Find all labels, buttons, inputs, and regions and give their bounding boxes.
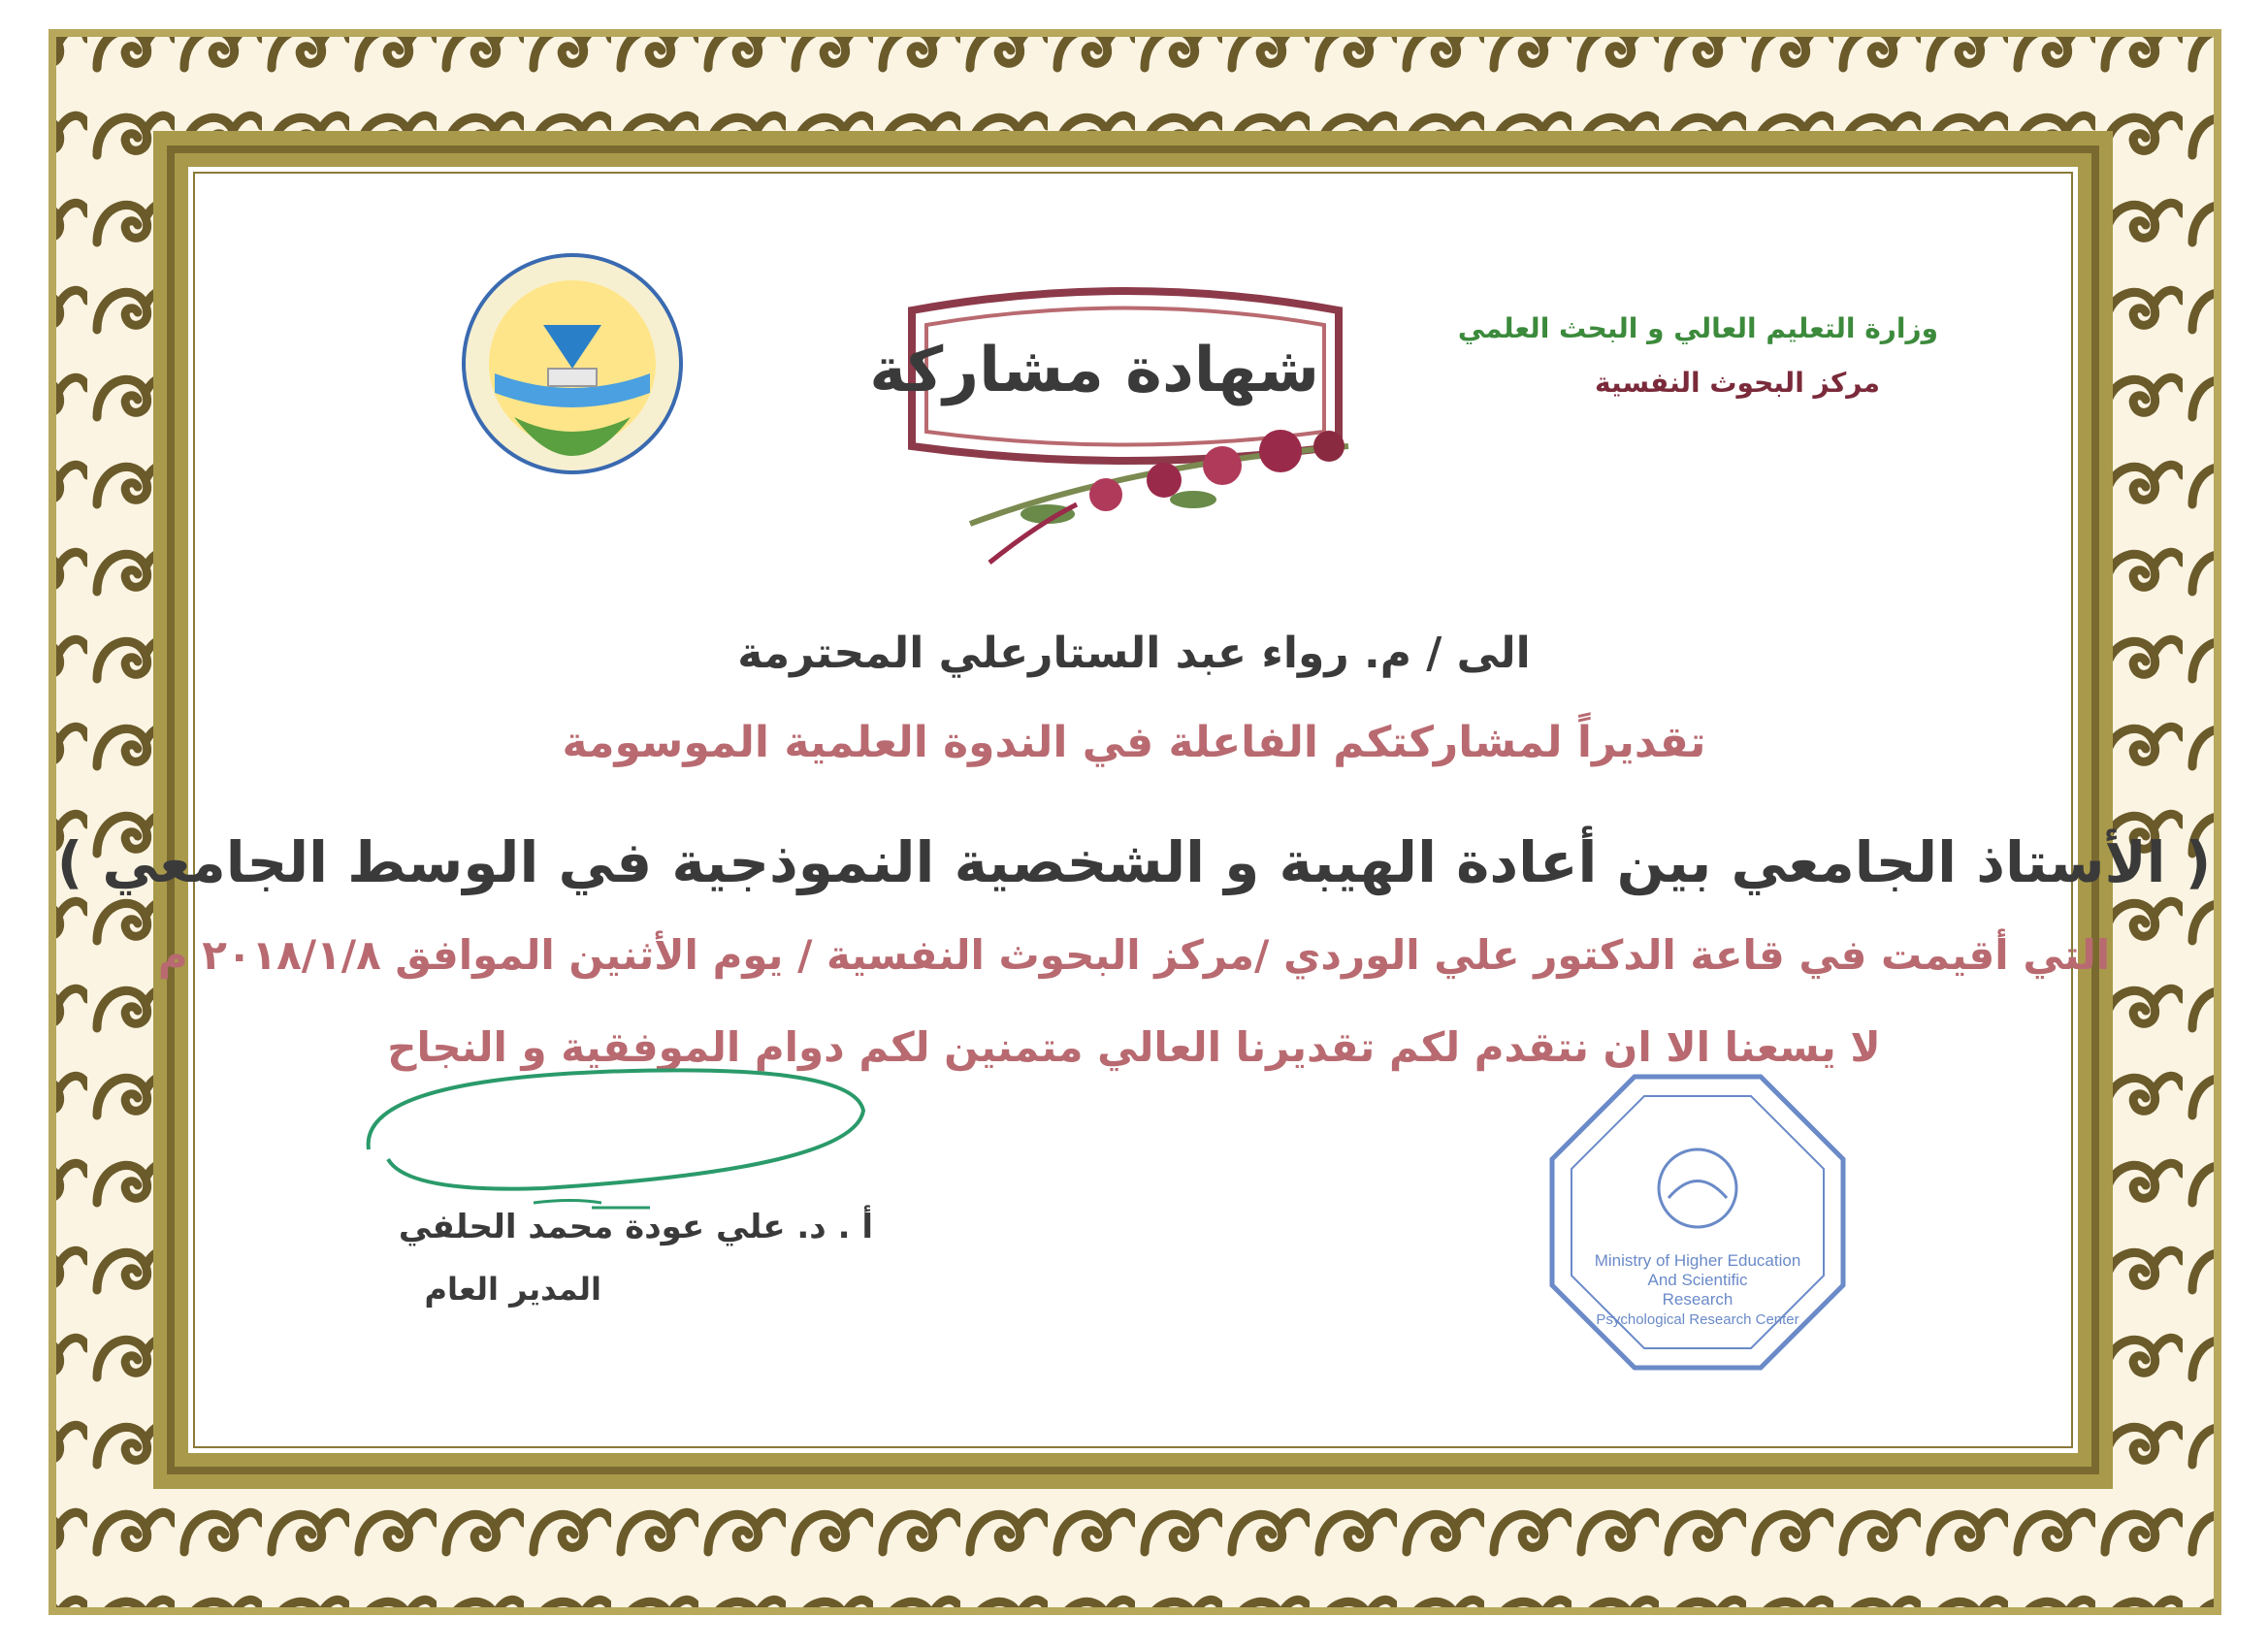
certificate-title: شهادة مشاركة — [869, 335, 1319, 406]
recipient-line: الى / م. رواء عبد الستارعلي المحترمة — [737, 629, 1531, 678]
official-stamp-icon — [1542, 1067, 1853, 1377]
signature-icon — [349, 1043, 892, 1217]
signer-name: أ . د. علي عودة محمد الحلفي — [398, 1208, 873, 1246]
rose-decoration — [931, 407, 1377, 582]
stamp-en-line-3: Research — [1662, 1290, 1733, 1309]
ministry-logo-icon — [456, 247, 689, 480]
center-name: مركز البحوث النفسية — [1595, 367, 1880, 399]
venue-line: التي أقيمت في قاعة الدكتور علي الوردي /مركز البحوث النفسية / يوم الأثنين الموافق ٢٠١٨/١/٨ م — [157, 931, 2111, 979]
stamp-en-line-2: And Scientific — [1647, 1271, 1748, 1289]
ministry-name: وزارة التعليم العالي و البحث العلمي — [1457, 312, 1938, 344]
stamp-en-line-4: Psychological Research Center — [1596, 1311, 1799, 1328]
seminar-title: ( الأستاذ الجامعي بين أعادة الهيبة و الشخصية النموذجية في الوسط الجامعي ) — [56, 829, 2212, 895]
stamp-en-line-1: Ministry of Higher Education — [1594, 1251, 1801, 1270]
closing-line: لا يسعنا الا ان نتقدم لكم تقديرنا العالي متمنين لكم دوام الموفقية و النجاح — [387, 1023, 1881, 1071]
intro-line: تقديراً لمشاركتكم الفاعلة في الندوة العلمية الموسومة — [562, 718, 1706, 767]
signer-title: المدير العام — [424, 1271, 601, 1308]
